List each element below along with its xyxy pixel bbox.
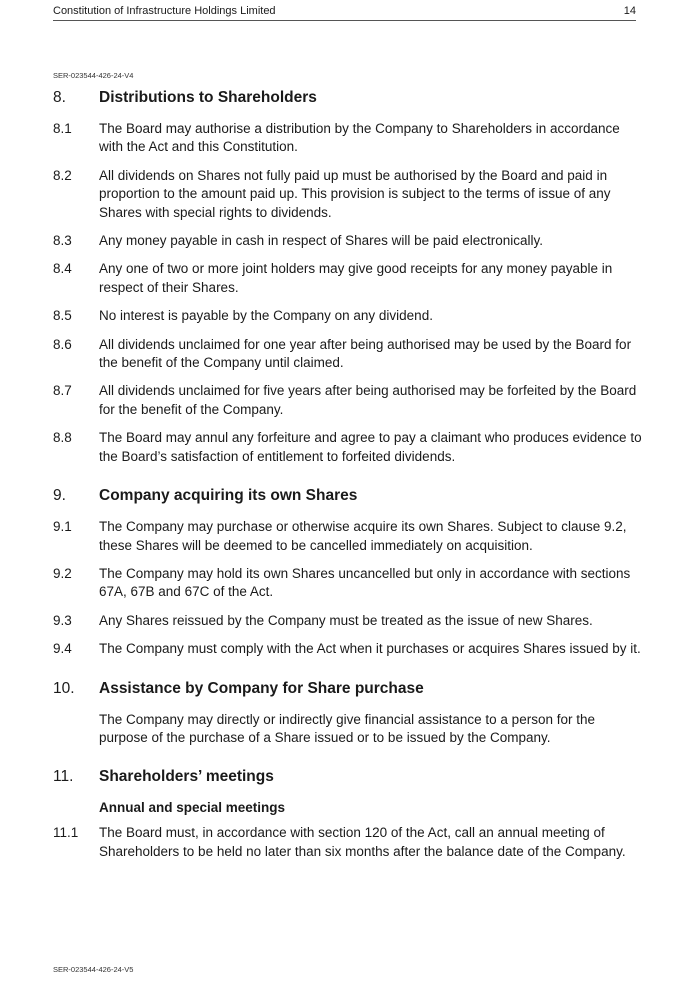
clause-number: 8.1	[53, 121, 72, 136]
clause	[53, 429, 643, 466]
document-body	[53, 89, 643, 861]
clause-number: 9.1	[53, 519, 72, 535]
section-number: 10.	[53, 679, 75, 697]
clause-number: 9.4	[53, 641, 72, 657]
clause-number: 8.3	[53, 233, 72, 249]
clause-number: 8.8	[53, 430, 72, 446]
clause-text: The Board may annul any forfeiture and agree to pay a claimant who produces evidence to the Board’s satisfaction of entitlement to forfeited dividends.	[99, 430, 642, 464]
clause-number: 9.2	[53, 565, 72, 581]
clause	[53, 120, 643, 157]
clause-number: 8.7	[53, 383, 72, 399]
clause-number: 9.3	[53, 612, 72, 628]
clause	[53, 307, 643, 325]
clause-text: Any one of two or more joint holders may give good receipts for any money payable in respect of their Shares.	[99, 261, 613, 295]
clause-number: 8.4	[53, 261, 72, 277]
document-title: Constitution of Infrastructure Holdings Limited	[53, 5, 276, 17]
section-number: 8.	[53, 89, 66, 106]
section-body	[53, 711, 643, 748]
clause	[53, 336, 643, 373]
footer-reference: SER-023544-426-24-V5	[53, 965, 134, 974]
clause-text: Any Shares reissued by the Company must be treated as the issue of new Shares.	[99, 612, 593, 628]
clause-number: 8.6	[53, 336, 72, 352]
clause	[53, 382, 643, 419]
clause	[53, 167, 643, 222]
clause	[53, 260, 643, 297]
clause-text: All dividends on Shares not fully paid up must be authorised by the Board and paid in proportion to the amount paid up. This provision is subject to the terms of issue of any Shares with special rights to dividends.	[99, 167, 611, 220]
clause-text: The Company must comply with the Act when it purchases or acquires Shares issued by it.	[99, 641, 641, 657]
section-heading	[53, 680, 643, 698]
section-title: Company acquiring its own Shares	[99, 487, 358, 505]
clause-number: 8.5	[53, 308, 72, 324]
document-reference: SER-023544-426-24-V4	[53, 71, 134, 80]
clause	[53, 518, 643, 555]
clause-number: 8.2	[53, 167, 72, 183]
subheading: Annual and special meetings	[99, 800, 286, 816]
clause	[53, 232, 643, 250]
page-header	[53, 5, 636, 21]
section-number: 9.	[53, 487, 66, 505]
clause	[53, 824, 643, 861]
clause-text: Any money payable in cash in respect of Shares will be paid electronically.	[99, 233, 543, 249]
section-title: Shareholders’ meetings	[99, 768, 274, 786]
clause-number: 11.1	[53, 825, 79, 841]
section-heading	[53, 89, 643, 107]
section-heading	[53, 487, 643, 505]
clause-text: No interest is payable by the Company on any dividend.	[99, 308, 433, 324]
clause	[53, 612, 643, 630]
clause	[53, 640, 643, 658]
clause-text: All dividends unclaimed for five years after being authorised may be forfeited by the Board for the benefit of the Company.	[99, 383, 637, 417]
section-number: 11.	[53, 768, 74, 786]
clause-text: The Company may purchase or otherwise acquire its own Shares. Subject to clause 9.2, these Shares will be deemed to be cancelled immediately on acquisition.	[99, 519, 627, 553]
page-number: 14	[623, 5, 636, 17]
section-heading	[53, 768, 643, 786]
clause-text: The Company may hold its own Shares uncancelled but only in accordance with sections 67A, 67B and 67C of the Act.	[99, 565, 631, 600]
clause-text: All dividends unclaimed for one year after being authorised may be used by the Board for the benefit of the Company until claimed.	[99, 336, 632, 371]
clause-text: The Board must, in accordance with section 120 of the Act, call an annual meeting of Shareholders to be held no later than six months after the balance date of the Company.	[99, 825, 626, 859]
section-title: Distributions to Shareholders	[99, 89, 317, 106]
section-body-text: The Company may directly or indirectly give financial assistance to a person for the purpose of the purchase of a Share issued or to be issued by the Company.	[99, 711, 595, 745]
section-title: Assistance by Company for Share purchase	[99, 679, 424, 697]
clause-text: The Board may authorise a distribution by the Company to Shareholders in accordance with the Act and this Constitution.	[99, 121, 620, 155]
clause	[53, 565, 643, 602]
